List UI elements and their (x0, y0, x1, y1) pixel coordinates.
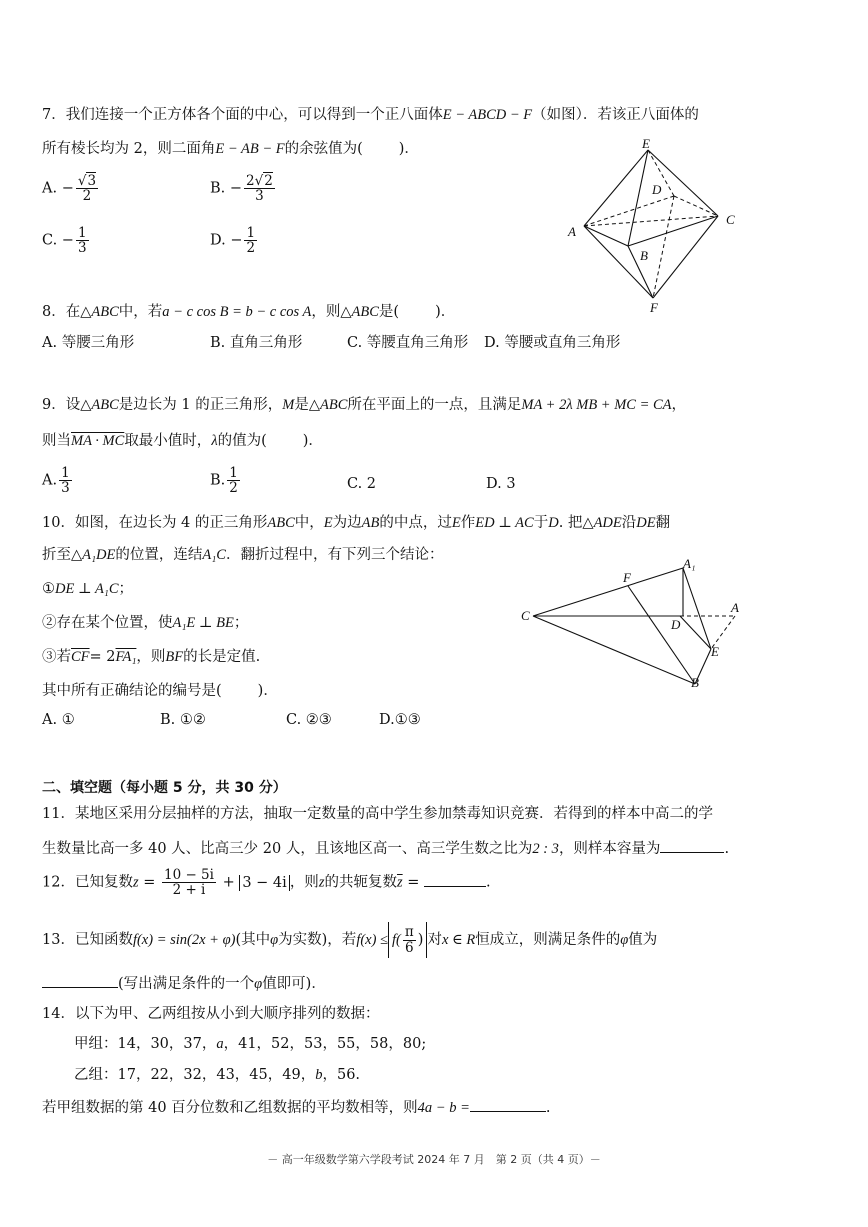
q10-conclusion-2: ②存在某个位置，使A₁E ⊥ BE； (42, 615, 249, 631)
q14-group-a: 甲组：14，30，37，a，41，52，53，55，58，80; (74, 1036, 427, 1052)
label-E: E (642, 136, 650, 151)
octahedron-figure (560, 136, 750, 316)
q12-line1: 12．已知复数z = $\frac{10 - 5i}{2 + i}$ + 3 − 4i ，则z的共轭复数$\overline{z}$ = . (42, 867, 491, 899)
q7-option-d: D. − $\frac{1}{2}$ (210, 225, 256, 257)
q7-expr-octahedron: E − ABCD − F (442, 107, 533, 123)
q12-answer-blank[interactable] (424, 872, 486, 887)
q9-line1: 9．设△ABC是边长为 1 的正三角形，M是△ABC所在平面上的一点，且满足MA + 2λ MB + MC = CA， (42, 397, 687, 413)
q13-line1: 13．已知函数f(x) = sin(2x + φ)(其中φ为实数)，若f(x) ≤ f( $\frac{\pi}{6}$ ) 对x ∈ R恒成立，则满足条件的φ值为 (42, 922, 657, 958)
label-C: C (521, 608, 530, 623)
q11-answer-blank[interactable] (660, 838, 724, 853)
q8-option-c: C. 等腰直角三角形 (347, 335, 469, 351)
q10-conclusion-3: ③若$\overline{CF}= 2FA_1$，则BF的长是定值. (42, 649, 261, 665)
q14-answer-blank[interactable] (470, 1097, 546, 1112)
label-A1: A₁ (683, 556, 696, 571)
q7-line2: 所有棱长均为 2，则二面角E − AB − F的余弦值为( )． (42, 141, 419, 157)
q11-line1: 11．某地区采用分层抽样的方法，抽取一定数量的高中学生参加禁毒知识竞赛．若得到的样本中高二的学 (42, 806, 713, 822)
q10-option-b: B. ①② (160, 712, 206, 728)
q9-line2: 则当MA · MC取最小值时，λ的值为( )． (42, 433, 323, 449)
q9-option-c: C. 2 (347, 476, 377, 492)
label-C: C (726, 212, 735, 227)
label-B: B (640, 248, 648, 263)
label-A: A (568, 224, 576, 239)
q10-line2: 折至△A₁DE的位置，连结A₁C．翻折过程中，有下列三个结论： (42, 547, 444, 563)
label-D: D (652, 182, 662, 197)
q10-conclusion-1: ①DE ⊥ A₁C； (42, 581, 134, 597)
page-footer: － 高一年级数学第六学段考试 2024 年 7 月 第 2 页（共 4 页）－ (267, 1153, 601, 1166)
q14-line-last: 若甲组数据的第 40 百分位数和乙组数据的平均数相等，则4a − b = . (42, 1097, 550, 1117)
label-F: F (623, 570, 631, 585)
label-D: D (671, 617, 681, 632)
q10-line1: 10．如图，在边长为 4 的正三角形ABC中，E为边AB的中点，过E作ED ⊥ AC于D. 把△ADE沿DE翻 (42, 515, 671, 531)
q9-option-a: A. $\frac{1}{3}$ (42, 465, 70, 497)
q8-option-a: A. 等腰三角形 (42, 335, 135, 351)
q7-option-b: B. − $\frac{2√2}{3}$ (210, 173, 273, 205)
q9-option-d: D. 3 (486, 476, 516, 492)
q9-option-b: B. $\frac{1}{2}$ (210, 465, 238, 497)
q10-option-a: A. ① (42, 712, 75, 728)
q13-line2: (写出满足条件的一个φ值即可)． (42, 973, 326, 993)
label-F: F (650, 300, 658, 315)
q14-line1: 14．以下为甲、乙两组按从小到大顺序排列的数据： (42, 1006, 380, 1022)
q8-option-d: D. 等腰或直角三角形 (484, 335, 621, 351)
q11-line2: 生数量比高一多 40 人、比高三少 20 人，且该地区高一、高三学生数之比为2 : 3，则样本容量为 . (42, 838, 729, 858)
label-E: E (711, 644, 719, 659)
q10-option-d: D.①③ (379, 712, 421, 728)
q7-option-c: C. − $\frac{1}{3}$ (42, 225, 87, 257)
q10-question: 其中所有正确结论的编号是( )． (42, 683, 278, 699)
label-B: B (691, 675, 699, 690)
q7-option-a: A. − $\frac{√3}{2}$ (42, 173, 97, 205)
q14-group-b: 乙组：17，22，32，43，45，49，b，56. (74, 1067, 361, 1083)
q8-option-b: B. 直角三角形 (210, 335, 303, 351)
q10-option-c: C. ②③ (286, 712, 332, 728)
q7-line1: 7．我们连接一个正方体各个面的中心，可以得到一个正八面体E − ABCD − F（如图）．若该正八面体的 (42, 107, 699, 123)
label-A: A (731, 600, 739, 615)
q13-answer-blank[interactable] (42, 973, 118, 988)
folded-triangle-figure (515, 556, 750, 691)
section-fill-in-title: 二、填空题（每小题 5 分，共 30 分） (42, 780, 287, 796)
q8-line1: 8．在△ABC中，若a − c cos B = b − c cos A，则△ABC是( )． (42, 304, 456, 320)
